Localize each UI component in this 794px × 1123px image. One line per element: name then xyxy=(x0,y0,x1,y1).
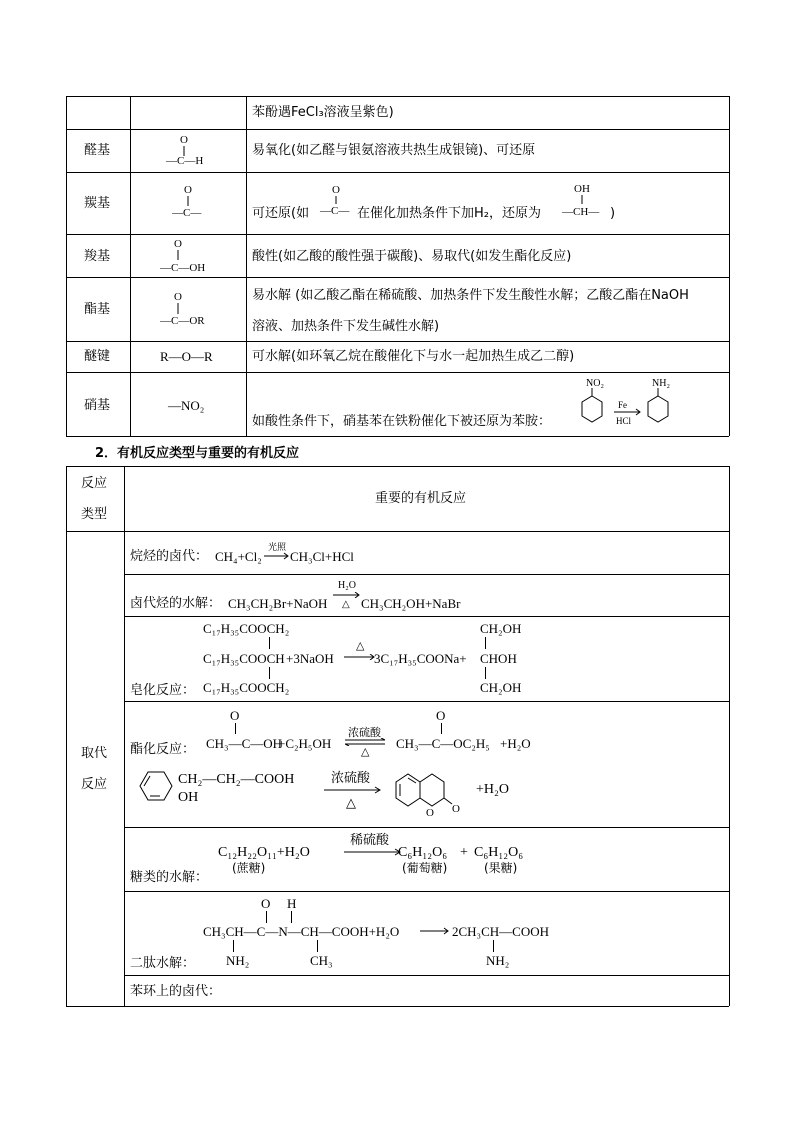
fructose: C₆H₁₂O₆ xyxy=(474,845,524,860)
acid-o: O xyxy=(230,708,240,723)
dipeptide-formula: CH₃CH—C—N—CH—COOH+H₂O xyxy=(203,924,400,939)
ester-o: O xyxy=(436,708,446,723)
sugar-arrow xyxy=(344,848,402,856)
alanine-product: 2CH₃CH—COOH xyxy=(452,924,549,939)
alkane-reactants: CH₄+Cl₂ xyxy=(215,549,262,564)
haloalkane-cond-top: H₂O xyxy=(338,580,356,591)
group-name-ether: 醚键 xyxy=(84,349,111,364)
esterification-water: +H₂O xyxy=(500,736,531,751)
ester-structure xyxy=(160,288,224,328)
lactone-arrow xyxy=(324,786,382,794)
ketone-desc-2: 在催化加热条件下加H₂，还原为 xyxy=(357,206,541,221)
haloalkane-products: CH₃CH₂OH+NaBr xyxy=(361,596,461,611)
peptide-h: H xyxy=(287,896,297,911)
alkane-arrow xyxy=(264,552,290,560)
svg-text:—CH—: —CH— xyxy=(562,206,600,218)
header-type-1: 反应 xyxy=(81,476,108,491)
alkane-products: CH₃Cl+HCl xyxy=(290,549,354,564)
alanine-nh2: NH₂ xyxy=(486,953,510,968)
saponification-arrow xyxy=(344,654,376,660)
saponification-naoh: +3NaOH xyxy=(286,651,334,666)
ketone-structure xyxy=(170,182,210,220)
svg-text:O: O xyxy=(426,807,434,819)
haloalkane-cond-bot: △ xyxy=(342,599,350,610)
phenol-oh: OH xyxy=(178,790,199,805)
svg-text:NH₂: NH₂ xyxy=(652,378,670,389)
svg-text:OH: OH xyxy=(574,183,590,195)
row-phenol-desc: 苯酚遇FeCl₃溶液呈紫色) xyxy=(252,105,394,120)
header-reactions: 重要的有机反应 xyxy=(375,491,467,506)
glucose-name: (葡萄糖) xyxy=(402,861,448,875)
svg-text:Fe: Fe xyxy=(618,400,627,410)
sucrose-reactants: C₁₂H₂₂O₁₁+H₂O xyxy=(218,845,310,860)
saponification-cond: △ xyxy=(356,639,365,652)
svg-text:O: O xyxy=(180,134,188,146)
svg-text:—C—: —C— xyxy=(172,207,202,219)
benzene-halogenation-label: 苯环上的卤代： xyxy=(130,984,222,999)
ethyl-acetate: CH₃—C—OC₂H₅ xyxy=(396,736,490,751)
soap-product: 3C₁₇H₃₅COONa+ xyxy=(374,651,467,666)
svg-text:—C—H: —C—H xyxy=(166,155,204,167)
svg-text:O: O xyxy=(184,184,192,196)
svg-text:O: O xyxy=(174,291,182,303)
nitro-formula: —NO₂ xyxy=(168,398,205,413)
nitro-desc: 如酸性条件下，硝基苯在铁粉催化下被还原为苯胺： xyxy=(252,414,552,429)
group-name-ketone: 羰基 xyxy=(84,196,111,211)
nitrobenzene-to-aniline xyxy=(578,374,678,434)
group-name-ester: 酯基 xyxy=(84,302,111,317)
ketone-desc-3: ) xyxy=(610,206,616,221)
fat-line-1: C₁₇H₃₅COOCH₂ xyxy=(203,621,290,636)
ester-desc-1: 易水解 (如乙酸乙酯在稀硫酸、加热条件下发生酸性水解；乙酸乙酯在NaOH xyxy=(252,288,689,303)
alkane-condition: 光照 xyxy=(268,543,287,553)
aldehyde-structure xyxy=(160,132,220,170)
carboxyl-desc: 酸性(如乙酸的酸性强于碳酸)、易取代(如发生酯化反应) xyxy=(252,249,572,264)
esterification-cond-top: 浓硫酸 xyxy=(348,726,381,739)
svg-text:O: O xyxy=(452,803,460,815)
svg-text:NO₂: NO₂ xyxy=(586,378,604,389)
sucrose-name: (蔗糖) xyxy=(232,861,266,875)
svg-text:O: O xyxy=(174,238,182,250)
ester-desc-2: 溶液、加热条件下发生碱性水解) xyxy=(252,319,440,334)
dipeptide-label: 二肽水解： xyxy=(130,956,196,971)
esterification-label: 酯化反应： xyxy=(130,742,196,757)
aldehyde-desc: 易氧化(如乙醛与银氨溶液共热生成银镜)、可还原 xyxy=(252,143,536,158)
acid-formula: CH₃—C—OH xyxy=(206,736,283,751)
saponification-label: 皂化反应： xyxy=(130,683,196,698)
alkane-label: 烷烃的卤代： xyxy=(130,549,209,564)
peptide-o: O xyxy=(261,896,271,911)
fat-line-3: C₁₇H₃₅COOCH₂ xyxy=(203,680,290,695)
dipeptide-nh2: NH₂ xyxy=(226,953,250,968)
ether-desc: 可水解(如环氧乙烷在酸催化下与水一起加热生成乙二醇) xyxy=(252,349,575,364)
alcohol-structure xyxy=(560,180,612,220)
svg-text:—C—OH: —C—OH xyxy=(160,262,206,274)
dipeptide-ch3: CH₃ xyxy=(310,953,333,968)
glycerol-3: CH₂OH xyxy=(480,680,522,695)
ketone-desc-1: 可还原(如 xyxy=(252,206,310,221)
dihydrocoumarin-structure xyxy=(386,764,476,820)
category-2: 反应 xyxy=(81,777,108,792)
ketone-inline-structure xyxy=(318,182,358,220)
category-1: 取代 xyxy=(81,746,108,761)
haloalkane-reactants: CH₃CH₂Br+NaOH xyxy=(228,596,328,611)
sugar-cond: 稀硫酸 xyxy=(350,833,390,848)
carboxyl-structure xyxy=(160,236,224,274)
fat-line-2: C₁₇H₃₅COOCH xyxy=(203,651,285,666)
svg-text:O: O xyxy=(332,184,340,196)
lactone-cond-top: 浓硫酸 xyxy=(331,771,371,786)
propanoic-chain: CH₂—CH₂—COOH xyxy=(178,772,295,787)
group-name-carboxyl: 羧基 xyxy=(84,249,111,264)
sugar-plus: + xyxy=(460,845,468,860)
lactone-cond-bot: △ xyxy=(346,796,356,811)
section-title: 2．有机反应类型与重要的有机反应 xyxy=(95,446,300,461)
haloalkane-label: 卤代烃的水解： xyxy=(130,596,222,611)
esterification-cond-bot: △ xyxy=(361,745,370,758)
group-name-aldehyde: 醛基 xyxy=(84,143,111,158)
lactone-water: +H₂O xyxy=(476,782,509,797)
fructose-name: (果糖) xyxy=(484,861,518,875)
glycerol-2: CHOH xyxy=(480,651,517,666)
glucose: C₆H₁₂O₆ xyxy=(398,845,448,860)
glycerol-1: CH₂OH xyxy=(480,621,522,636)
svg-text:—C—OR: —C—OR xyxy=(160,315,205,327)
sugar-label: 糖类的水解： xyxy=(130,870,209,885)
ethanol: +C₂H₅OH xyxy=(278,736,332,751)
ether-formula: R—O—R xyxy=(160,349,213,364)
group-name-nitro: 硝基 xyxy=(84,398,111,413)
svg-text:—C—: —C— xyxy=(320,205,350,217)
header-type-2: 类型 xyxy=(81,507,108,522)
peptide-arrow xyxy=(420,927,450,935)
svg-text:HCl: HCl xyxy=(616,416,632,426)
